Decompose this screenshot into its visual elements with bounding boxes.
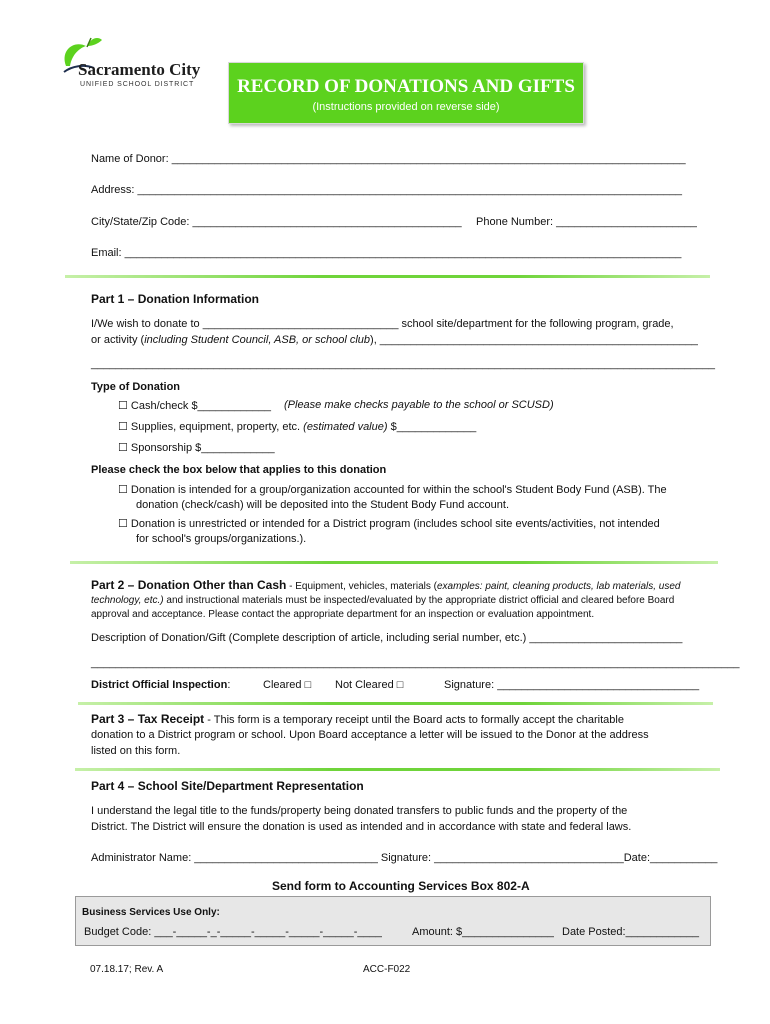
sponsorship-checkbox[interactable]: ☐ Sponsorship $____________ (118, 442, 275, 454)
part1-heading: Part 1 – Donation Information (91, 292, 260, 306)
text: $_____________ (387, 421, 477, 433)
business-services-heading: Business Services Use Only: (82, 907, 220, 918)
section-divider (75, 768, 720, 771)
section-divider (78, 702, 713, 705)
date-posted-field[interactable]: Date Posted:____________ (562, 926, 700, 938)
text-italic: technology, etc.) (91, 595, 164, 606)
district-checkbox-line2: for school's groups/organizations.). (136, 533, 307, 545)
text: - This form is a temporary receipt until the Board acts to formally accept the charitable (204, 714, 624, 726)
type-of-donation-heading: Type of Donation (91, 381, 181, 393)
section-divider (70, 561, 718, 564)
section-divider (65, 275, 710, 278)
part4-line2: District. The District will ensure the donation is used as intended and in accordance with state and federal laws. (91, 821, 632, 833)
donor-email-field[interactable]: Email: ___________________________________________________________________________________________ (91, 247, 682, 259)
text: or activity ( (91, 334, 145, 346)
text: ☐ Supplies, equipment, property, etc. (118, 421, 304, 433)
cleared-checkbox[interactable]: Cleared □ (263, 679, 312, 691)
administrator-signature-field[interactable]: Administrator Name: ______________________________ Signature: _______________________________Date:___________ (91, 852, 718, 864)
part4-heading: Part 4 – School Site/Department Representation (91, 779, 364, 793)
not-cleared-checkbox[interactable]: Not Cleared □ (335, 679, 404, 691)
check-box-heading: Please check the box below that applies to this donation (91, 464, 387, 476)
text-italic: (estimated value) (303, 421, 388, 433)
part1-wish-line2[interactable] (91, 334, 698, 346)
donor-city-field[interactable]: City/State/Zip Code: ____________________________________________ (91, 216, 462, 228)
donor-phone-field[interactable]: Phone Number: _______________________ (476, 216, 697, 228)
title-banner (228, 62, 584, 124)
budget-code-field[interactable]: Budget Code: ___-_____-_-_____-_____-_____-_____-____ (84, 926, 382, 938)
cash-checkbox[interactable]: ☐ Cash/check $____________ (118, 400, 271, 412)
part2-line3: approval and acceptance. Please contact the appropriate department for an inspection or evaluation appointment. (91, 609, 595, 620)
text-italic: including Student Council, ASB, or school club (144, 334, 371, 346)
part3-line1 (91, 712, 624, 726)
form-id: ACC-F022 (363, 964, 411, 975)
part2-heading: Part 2 – Donation Other than Cash (91, 578, 287, 592)
text: : (227, 679, 231, 691)
amount-field[interactable]: Amount: $_______________ (412, 926, 554, 938)
asb-checkbox[interactable]: ☐ Donation is intended for a group/organization accounted for within the school's Student Body Fund (ASB). The (118, 484, 667, 496)
supplies-checkbox[interactable] (118, 420, 476, 433)
inspection-signature-field[interactable]: Signature: _________________________________ (444, 679, 700, 691)
business-services-box (75, 896, 711, 946)
part2-line2 (91, 595, 674, 606)
district-logo (58, 36, 208, 96)
text: and instructional materials must be inspected/evaluated by the appropriate district official and cleared before Board (163, 595, 675, 606)
part3-line2: donation to a District program or school. Upon Board acceptance a letter will be issued to the Donor at the address (91, 729, 649, 741)
form-subtitle: (Instructions provided on reverse side) (312, 101, 500, 113)
text: - Equipment, vehicles, materials ( (286, 581, 437, 592)
description-field[interactable]: Description of Donation/Gift (Complete description of article, including serial number, etc.) _________________________ (91, 632, 683, 644)
part3-line3: listed on this form. (91, 745, 181, 757)
asb-checkbox-line2: donation (check/cash) will be deposited into the Student Body Fund account. (136, 499, 510, 511)
part2-line1 (91, 578, 680, 592)
text: ), ____________________________________________________ (370, 334, 698, 346)
send-form-note: Send form to Accounting Services Box 802-A (272, 879, 530, 893)
inspection-label (91, 679, 230, 691)
donor-address-field[interactable]: Address: _________________________________________________________________________________________ (91, 184, 682, 196)
logo-subtitle: UNIFIED SCHOOL DISTRICT (80, 81, 195, 88)
text-italic: examples: paint, cleaning products, lab materials, used (437, 581, 681, 592)
form-title: RECORD OF DONATIONS AND GIFTS (237, 76, 575, 97)
part1-blank-line[interactable]: ______________________________________________________________________________________________________ (91, 358, 716, 370)
description-blank-line[interactable]: __________________________________________________________________________________________________________ (91, 657, 740, 669)
text: District Official Inspection (91, 679, 228, 691)
logo-title: Sacramento City (78, 60, 201, 79)
part1-wish-line1[interactable]: I/We wish to donate to ________________________________ school site/department for the following program, grade, (91, 318, 674, 330)
form-version: 07.18.17; Rev. A (90, 964, 164, 975)
district-checkbox[interactable]: ☐ Donation is unrestricted or intended for a District program (includes school site events/activities, not intended (118, 518, 660, 530)
cash-note: (Please make checks payable to the school or SCUSD) (284, 399, 554, 411)
part4-line1: I understand the legal title to the funds/property being donated transfers to public funds and the property of the (91, 805, 628, 817)
part3-heading: Part 3 – Tax Receipt (91, 712, 205, 726)
donor-name-field[interactable]: Name of Donor: ____________________________________________________________________________________ (91, 153, 686, 165)
